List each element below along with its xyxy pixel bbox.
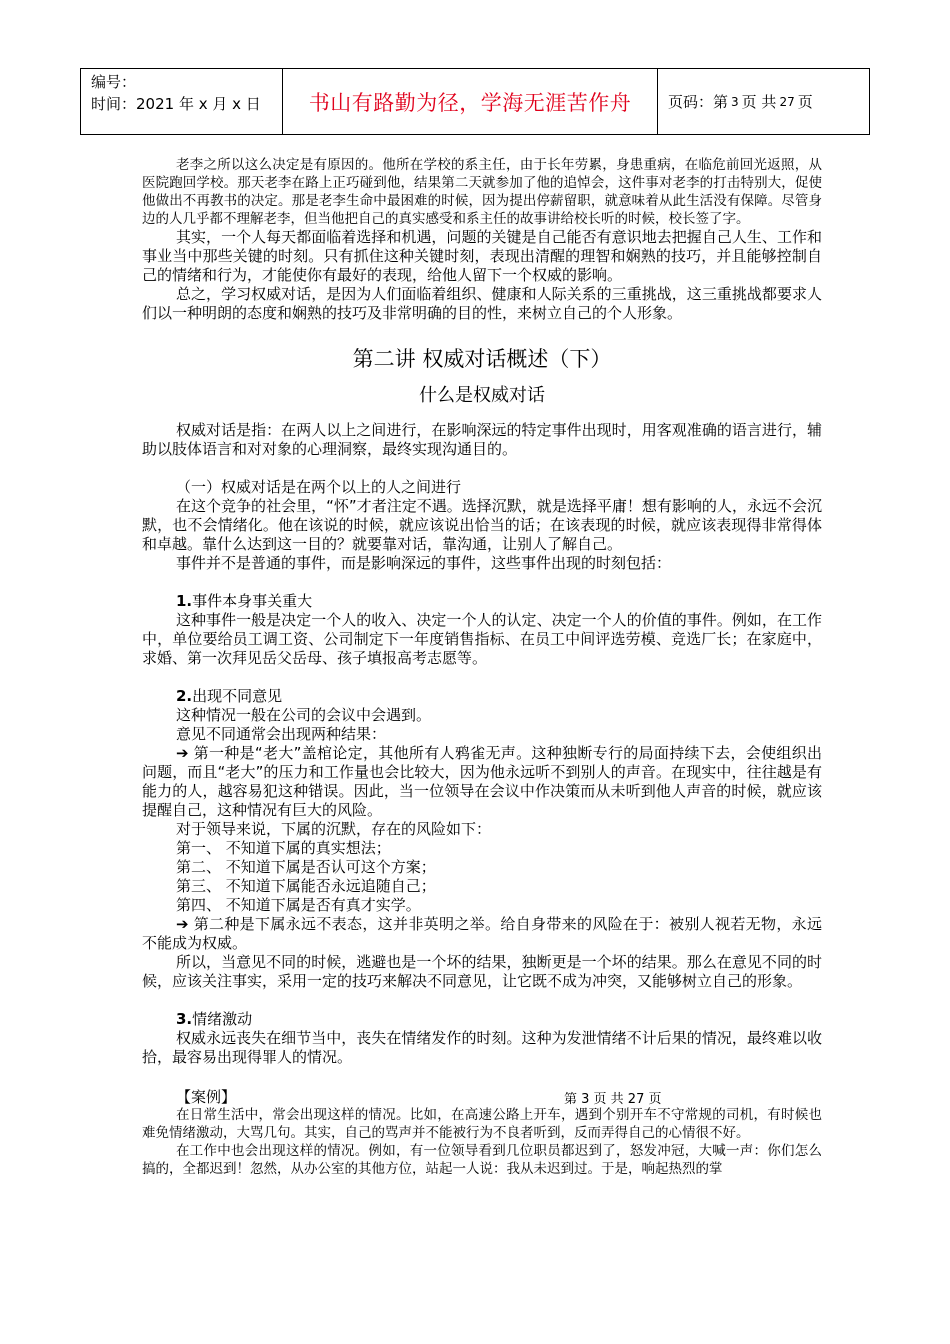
motto: 书山有路勤为径，学海无涯苦作舟: [283, 69, 658, 134]
item3-paragraph: 权威永远丧失在细节当中，丧失在情绪发作的时刻。这种为发泄情绪不计后果的情况，最终难以收拾，最容易出现得罪人的情况。: [142, 1029, 822, 1066]
page-total: 27: [779, 94, 795, 109]
case-label: 【案例】: [176, 1088, 237, 1106]
part1-paragraph-2: 事件并不是普通的事件，而是影响深远的事件，这些事件出现的时刻包括：: [176, 554, 672, 572]
item3-heading: [142, 1010, 822, 1029]
item2-paragraph-2: 意见不同通常会出现两种结果：: [176, 725, 387, 743]
lecture-title: 第二讲 权威对话概述（下）: [352, 347, 612, 371]
arrow-right-icon: ➔: [176, 744, 189, 762]
item2-paragraph-1: 这种情况一般在公司的会议中会遇到。: [176, 706, 432, 724]
intro-paragraph-3: 总之，学习权威对话，是因为人们面临着组织、健康和人际关系的三重挑战，这三重挑战都要求人们以一种明朗的态度和娴熟的技巧及非常明确的目的性，来树立自己的个人形象。: [142, 285, 822, 322]
item2-title: 出现不同意见: [192, 687, 283, 705]
time-label: 时间：2021 年 x 月 x 日: [91, 95, 261, 113]
code-label: 编号：: [91, 73, 137, 91]
item1-title: 事件本身事关重大: [192, 592, 313, 610]
item2-result-1-text: 第一种是“老大”盖棺论定，其他所有人鸦雀无声。这种独断专行的局面持续下去，会使组织出问题，而且“老大”的压力和工作量也会比较大，因为他永远听不到别人的声音。在现实中，往往越是有能力的人，越容易犯这种错误。因此，当一位领导在会议中作决策而从未听到他人声音的时候，就应该提醒自己，这种情况有巨大的风险。: [142, 744, 823, 819]
item2-result-1: [142, 744, 822, 820]
item2-heading: [142, 687, 822, 706]
item2-number: 2.: [176, 687, 193, 705]
item2-paragraph-6: 所以，当意见不同的时候，逃避也是一个坏的结果，独断更是一个坏的结果。那么在意见不同的时候，应该关注事实，采用一定的技巧来解决不同意见，让它既不成为冲突，又能够树立自己的形象。: [142, 953, 822, 990]
item1-paragraph: 这种事件一般是决定一个人的收入、决定一个人的认定、决定一个人的价值的事件。例如，在工作中，单位要给员工调工资、公司制定下一年度销售指标、在员工中间评选劳模、竞选厂长；在家庭中，求婚、第一次拜见岳父岳母、孩子填报高考志愿等。: [142, 611, 822, 667]
item3-title: 情绪激动: [192, 1010, 253, 1028]
part1-paragraph-1: 在这个竞争的社会里，“怀”才者注定不遇。选择沉默，就是选择平庸！想有影响的人，永远不会沉默，也不会情绪化。他在该说的时候，就应该说出恰当的话；在该表现的时候，就应该表现得非常得体和卓越。靠什么达到这一目的？就要靠对话，靠沟通，让别人了解自己。: [142, 497, 822, 553]
risk-item-3: 第三、 不知道下属能否永远追随自己；: [176, 877, 436, 895]
item2-result-2-text: 第二种是下属永远不表态，这并非英明之举。给自身带来的风险在于：被别人视若无物，永远不能成为权威。: [142, 915, 822, 952]
page-mid: 页 共: [741, 93, 777, 111]
definition-paragraph: 权威对话是指：在两人以上之间进行，在影响深远的特定事件出现时，用客观准确的语言进行，辅助以肢体语言和对对象的心理洞察，最终实现沟通目的。: [142, 421, 822, 458]
arrow-right-icon: ➔: [176, 915, 189, 933]
page-prefix: 页码：第: [668, 93, 729, 111]
header-table: [80, 68, 870, 135]
risk-item-1: 第一、 不知道下属的真实想法；: [176, 839, 391, 857]
case-paragraph-1: 在日常生活中，常会出现这样的情况。比如，在高速公路上开车，遇到个别开车不守常规的司机，有时候也难免情绪激动，大骂几句。其实，自己的骂声并不能被行为不良者听到，反而弄得自己的心情很不好。: [142, 1107, 822, 1141]
item3-number: 3.: [176, 1010, 193, 1028]
page-suffix: 页: [797, 93, 813, 111]
item2-result-2: [142, 915, 822, 953]
item1-heading: [142, 592, 822, 611]
intro-paragraph-1: 老李之所以这么决定是有原因的。他所在学校的系主任，由于长年劳累，身患重病，在临危前回光返照，从医院跑回学校。那天老李在路上正巧碰到他，结果第二天就参加了他的追悼会，这件事对老李的打击特别大，促使他做出不再教书的决定。那是老李生命中最困难的时候，因为提出停薪留职，就意味着从此生活没有保障。尽管身边的人几乎都不理解老李，但当他把自己的真实感受和系主任的故事讲给校长听的时候，校长签了字。: [142, 157, 822, 227]
case-paragraph-2: 在工作中也会出现这样的情况。例如，有一位领导看到几位职员都迟到了，怒发冲冠，大喊一声：你们怎么搞的，全都迟到！忽然，从办公室的其他方位，站起一人说：我从未迟到过。于是，响起热烈的掌: [142, 1143, 822, 1177]
page-footer: 第 3 页 共 27 页: [564, 1092, 662, 1107]
page-number: 3: [731, 94, 739, 109]
intro-paragraph-2: 其实，一个人每天都面临着选择和机遇，问题的关键是自己能否有意识地去把握自己人生、工作和事业当中那些关键的时刻。只有抓住这种关键时刻，表现出清醒的理智和娴熟的技巧，并且能够控制自己的情绪和行为，才能使你有最好的表现，给他人留下一个权威的影响。: [142, 228, 822, 284]
document-body: [142, 156, 822, 1178]
header-left-cell: [81, 69, 283, 134]
page-indicator: [658, 69, 869, 134]
risk-item-2: 第二、 不知道下属是否认可这个方案；: [176, 858, 436, 876]
part1-title: （一）权威对话是在两个以上的人之间进行: [176, 478, 462, 496]
item1-number: 1.: [176, 592, 193, 610]
item2-paragraph-4: 对于领导来说，下属的沉默，存在的风险如下：: [176, 820, 492, 838]
section-title: 什么是权威对话: [419, 385, 545, 406]
case-row: [142, 1086, 822, 1106]
risk-item-4: 第四、 不知道下属是否有真才实学。: [176, 896, 421, 914]
